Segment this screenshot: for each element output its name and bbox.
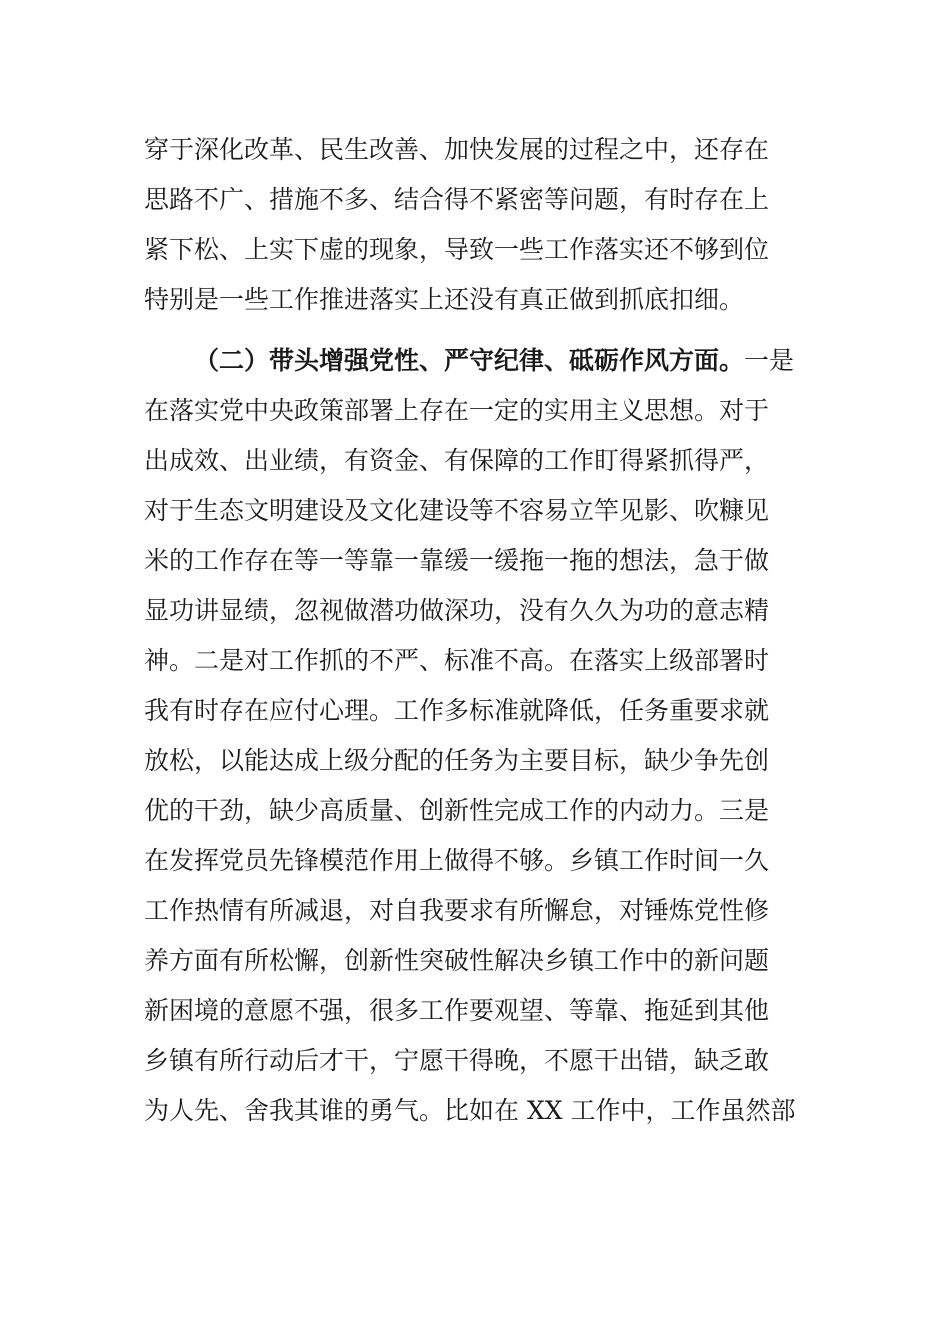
paragraph-1-line-1: 穿于深化改革、民生改善、加快发展的过程之中，还存在 [144, 135, 770, 164]
paragraph-1 [144, 125, 806, 325]
paragraph-1-line-2: 思路不广、措施不多、结合得不紧密等问题，有时存在上 [144, 185, 770, 214]
paragraph-2-line-10: 优的干劲，缺少高质量、创新性完成工作的内动力。三是 [144, 796, 770, 825]
paragraph-2-line-11: 在发挥党员先锋模范作用上做得不够。乡镇工作时间一久 [144, 846, 770, 875]
paragraph-2 [144, 336, 806, 1136]
paragraph-2-line-7: 神。二是对工作抓的不严、标准不高。在落实上级部署时 [144, 646, 770, 675]
paragraph-1-line-3: 紧下松、上实下虚的现象，导致一些工作落实还不够到位 [144, 235, 770, 264]
section-heading-tail: 一是 [744, 346, 795, 375]
paragraph-2-line-14: 新困境的意愿不强，很多工作要观望、等靠、拖延到其他 [144, 996, 770, 1025]
paragraph-2-line-3: 出成效、出业绩，有资金、有保障的工作盯得紧抓得严， [144, 446, 770, 475]
paragraph-2-line-6: 显功讲显绩，忽视做潜功做深功，没有久久为功的意志精 [144, 596, 770, 625]
paragraph-1-line-4: 特别是一些工作推进落实上还没有真正做到抓底扣细。 [144, 285, 745, 314]
paragraph-2-line-2: 在落实党中央政策部署上存在一定的实用主义思想。对于 [144, 396, 770, 425]
paragraph-2-line-1 [144, 336, 806, 386]
paragraph-2-line-16: 为人先、舍我其谁的勇气。比如在 XX 工作中，工作虽然部 [144, 1096, 796, 1125]
paragraph-2-line-13: 养方面有所松懈，创新性突破性解决乡镇工作中的新问题 [144, 946, 770, 975]
paragraph-2-line-4: 对于生态文明建设及文化建设等不容易立竿见影、吹糠见 [144, 496, 770, 525]
paragraph-2-line-12: 工作热情有所减退，对自我要求有所懈怠，对锤炼党性修 [144, 896, 770, 925]
paragraph-2-line-5: 米的工作存在等一等靠一靠缓一缓拖一拖的想法，急于做 [144, 546, 770, 575]
paragraph-2-line-8: 我有时存在应付心理。工作多标准就降低，任务重要求就 [144, 696, 770, 725]
paragraph-gap [144, 325, 806, 336]
paragraph-2-line-15: 乡镇有所行动后才干，宁愿干得晚，不愿干出错，缺乏敢 [144, 1046, 770, 1075]
section-heading: （二）带头增强党性、严守纪律、砥砺作风方面。 [194, 346, 745, 375]
document-page [144, 125, 806, 1136]
paragraph-2-line-9: 放松，以能达成上级分配的任务为主要目标，缺少争先创 [144, 746, 770, 775]
